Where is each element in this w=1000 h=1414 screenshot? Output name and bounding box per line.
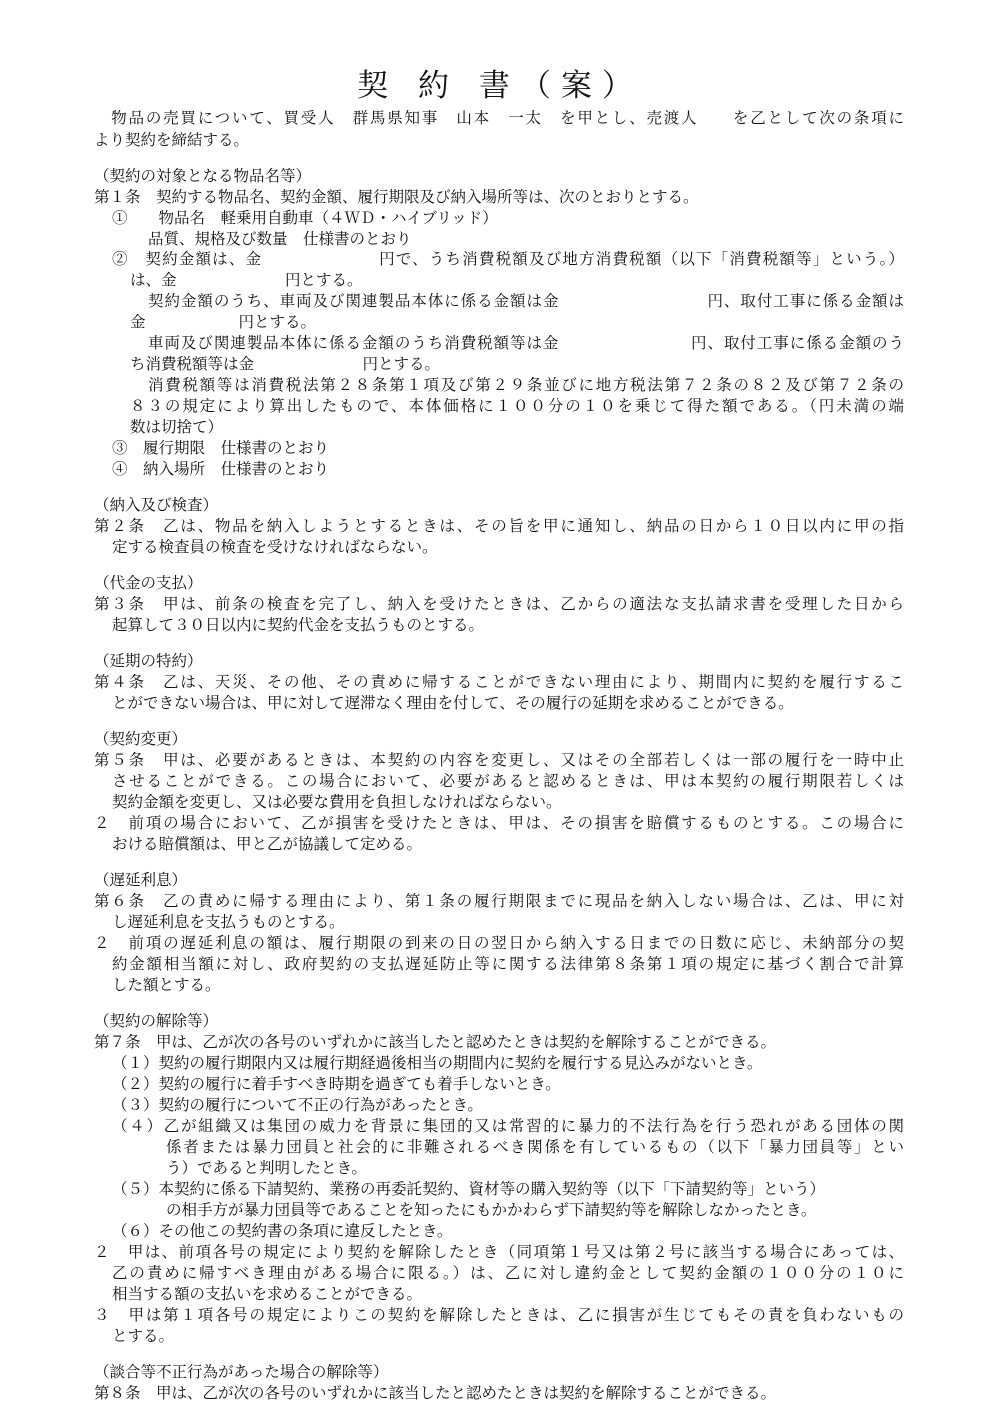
text-line: 第２条 乙は、物品を納入しようとするときは、その旨を甲に通知し、納品の日から１０日以内に甲の指	[94, 517, 904, 535]
text-line: 品質、規格及び数量 仕様書のとおり	[148, 230, 412, 248]
text-line: （契約の解除等）	[94, 1012, 219, 1030]
text-line: 乙の責めに帰すべき理由がある場合に限る。）は、乙に対し違約金として契約金額の１００分の１０に	[112, 1264, 904, 1282]
text-line: 第５条 甲は、必要があるときは、本契約の内容を変更し、又はその全部若しくは一部の履行を一時中止	[94, 751, 904, 769]
text-line: 金 円とする。	[130, 313, 317, 331]
text-line: させることができる。この場合において、必要があると認めるときは、甲は本契約の履行期限若しくは	[112, 772, 904, 790]
document-title: 契 約 書（案）	[357, 68, 643, 104]
text-line: の相手方が暴力団員等であることを知ったにもかかわらず下請契約等を解除しなかったとき。	[166, 1201, 817, 1219]
text-line: ２ 甲は、前項各号の規定により契約を解除したとき（同項第１号又は第２号に該当する場合にあっては、	[94, 1243, 904, 1261]
text-line: 起算して３０日以内に契約代金を支払うものとする。	[112, 616, 485, 634]
text-line: 契約金額を変更し、又は必要な費用を負担しなければならない。	[112, 793, 562, 811]
text-line: ２ 前項の遅延利息の額は、履行期限の到来の日の翌日から納入する日までの日数に応じ、未納部分の契	[94, 934, 904, 952]
text-line: （契約変更）	[94, 730, 188, 748]
text-line: （４）乙が組織又は集団の威力を背景に集団的又は常習的に暴力的不法行為を行う恐れがある団体の関	[112, 1117, 904, 1135]
text-line: 第８条 甲は、乙が次の各号のいずれかに該当したと認めたときは契約を解除することができる。	[94, 1384, 777, 1402]
text-line: （納入及び検査）	[94, 496, 219, 514]
text-line: とする。	[112, 1327, 175, 1345]
text-line: ８３の規定により算出したもので、本体価格に１００分の１０を乗じて得た額である。（円未満の端	[130, 397, 904, 415]
text-line: 第１条 契約する物品名、契約金額、履行期限及び納入場所等は、次のとおりとする。	[94, 188, 699, 206]
text-line: （３）契約の履行について不正の行為があったとき。	[112, 1096, 483, 1114]
text-line: 消費税額等は消費税法第２８条第１項及び第２９条並びに地方税法第７２条の８２及び第７２条の	[148, 376, 904, 394]
text-line: は、金 円とする。	[130, 271, 363, 289]
text-line: （談合等不正行為があった場合の解除等）	[94, 1363, 389, 1381]
text-line: ③ 履行期限 仕様書のとおり	[112, 439, 330, 457]
text-line: （２）契約の履行に着手すべき時期を過ぎても着手しないとき。	[112, 1075, 561, 1093]
text-line: とができない場合は、甲に対して遅滞なく理由を付して、その履行の延期を求めることができる。	[112, 694, 794, 712]
text-line: う）であると判明したとき。	[166, 1159, 367, 1177]
text-line: （延期の特約）	[94, 652, 203, 670]
text-line: 第３条 甲は、前条の検査を完了し、納入を受けたときは、乙からの適法な支払請求書を受理した日から	[94, 595, 904, 613]
text-line: より契約を締結する。	[94, 131, 250, 149]
text-line: 相当する額の支払いを求めることができる。	[112, 1285, 423, 1303]
text-line: 数は切捨て）	[130, 418, 224, 436]
text-line: ④ 納入場所 仕様書のとおり	[112, 460, 330, 478]
text-line: おける賠償額は、甲と乙が協議して定める。	[112, 835, 423, 853]
text-line: 車両及び関連製品本体に係る金額のうち消費税額等は金 円、取付工事に係る金額のう	[148, 334, 904, 352]
text-line: 係者または暴力団員と社会的に非難されるべき関係を有しているもの（以下「暴力団員等」とい	[166, 1138, 904, 1156]
text-line: ２ 前項の場合において、乙が損害を受けたときは、甲は、その損害を賠償するものとする。この場合に	[94, 814, 904, 832]
text-line: し遅延利息を支払うものとする。	[112, 913, 345, 931]
text-line: した額とする。	[112, 976, 221, 994]
text-line: 第４条 乙は、天災、その他、その責めに帰することができない理由により、期間内に契約を履行するこ	[94, 673, 904, 691]
text-line: ① 物品名 軽乗用自動車（４ＷＤ・ハイブリッド）	[112, 209, 498, 227]
text-line: （１）契約の履行期限内又は履行期経過後相当の期間内に契約を履行する見込みがないとき。	[112, 1054, 763, 1072]
text-line: （代金の支払）	[94, 574, 203, 592]
text-line: 契約金額のうち、車両及び関連製品本体に係る金額は金 円、取付工事に係る金額は	[148, 292, 904, 310]
text-line: ち消費税額等は金 円とする。	[130, 355, 441, 373]
text-line: （契約の対象となる物品名等）	[94, 167, 312, 185]
text-line: 第７条 甲は、乙が次の各号のいずれかに該当したと認めたときは契約を解除することができる。	[94, 1033, 777, 1051]
text-line: ② 契約金額は、金 円で、うち消費税額及び地方消費税額（以下「消費税額等」という。）	[112, 250, 904, 268]
text-line: （遅延利息）	[94, 871, 188, 889]
text-line: （５）本契約に係る下請契約、業務の再委託契約、資材等の購入契約等（以下「下請契約等」という）	[112, 1180, 826, 1198]
text-line: 定する検査員の検査を受けなければならない。	[112, 538, 438, 556]
text-line: （６）その他この契約書の条項に違反したとき。	[112, 1222, 453, 1240]
text-line: 約金額相当額に対し、政府契約の支払遅延防止等に関する法律第８条第１項の規定に基づく割合で計算	[112, 955, 904, 973]
text-line: 第６条 乙の責めに帰する理由により、第１条の履行期限までに現品を納入しない場合は、乙は、甲に対	[94, 892, 904, 910]
text-line: 物品の売買について、買受人 群馬県知事 山本 一太 を甲とし、売渡人 を乙として次の条項に	[94, 109, 904, 127]
text-line: ３ 甲は第１項各号の規定によりこの契約を解除したときは、乙に損害が生じてもその責を負わないもの	[94, 1306, 904, 1324]
